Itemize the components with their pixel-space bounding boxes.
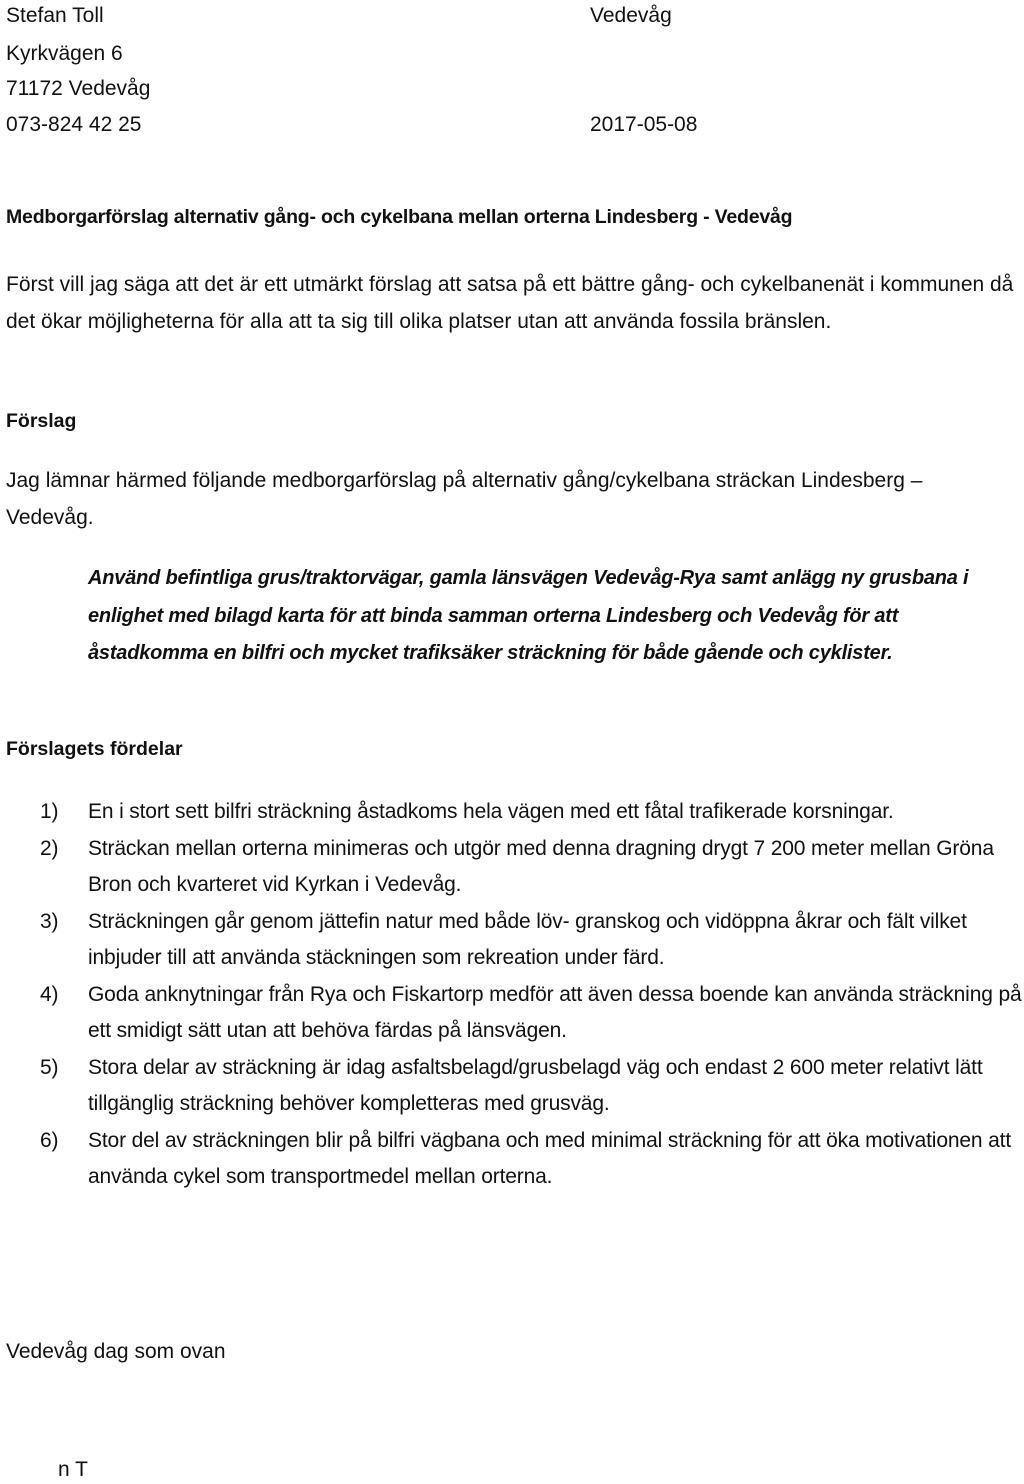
sender-street: Kyrkvägen 6 — [6, 42, 123, 65]
proposal-heading: Förslag — [6, 410, 77, 432]
letter-place: Vedevåg — [590, 4, 672, 27]
list-item-number: 6) — [40, 1128, 59, 1152]
list-item — [0, 794, 1024, 831]
list-item — [0, 1050, 1024, 1123]
list-item-text: Sträckningen går genom jättefin natur med både löv- granskog och vidöppna åkrar och fält vilket inbjuder till att använda stäckningen som rekreation under färd. — [88, 909, 967, 969]
list-item-number: 1) — [40, 800, 59, 823]
list-item-text: Stora delar av sträckning är idag asfaltsbelagd/grusbelagd väg och endast 2 600 meter relativt lätt tillgänglig sträckning behöver kompletteras med grusväg. — [88, 1055, 983, 1115]
letter-date: 2017-05-08 — [590, 113, 698, 136]
list-item-text: En i stort sett bilfri sträckning åstadkoms hela vägen med ett fåtal trafikerade korsningar. — [88, 800, 894, 823]
list-item-text: Sträckan mellan orterna minimeras och utgör med denna dragning drygt 7 200 meter mellan Gröna Bron och kvarteret vid Kyrkan i Vedevåg. — [88, 836, 994, 896]
list-item-number: 5) — [40, 1055, 59, 1079]
list-item-text: Stor del av sträckningen blir på bilfri vägbana och med minimal sträckning för att öka motivationen att använda cykel som transportmedel mellan orterna. — [88, 1128, 1012, 1188]
list-item — [0, 977, 1024, 1050]
benefits-heading: Förslagets fördelar — [6, 738, 183, 760]
closing-line: Vedevåg dag som ovan — [6, 1340, 226, 1363]
list-item — [0, 904, 1024, 977]
proposal-quote: Använd befintliga grus/traktorvägar, gamla länsvägen Vedevåg-Rya samt anlägg ny grusbana i enlighet med bilagd karta för att binda samman orterna Lindesberg och Vedevåg för att åstadkomma en bilfri och mycket trafiksäker sträckning för både gående och cyklister. — [88, 567, 969, 664]
list-item-number: 3) — [40, 909, 59, 933]
benefits-list — [0, 794, 1024, 1196]
sender-phone: 073-824 42 25 — [6, 113, 142, 136]
list-item-number: 4) — [40, 982, 59, 1006]
sender-name: Stefan Toll — [6, 4, 104, 27]
sender-postal-city: 71172 Vedevåg — [6, 77, 151, 100]
document-title: Medborgarförslag alternativ gång- och cykelbana mellan orterna Lindesberg - Vedevåg — [6, 206, 793, 228]
list-item — [0, 1123, 1024, 1196]
signature-fragment: n T — [58, 1458, 88, 1481]
list-item-number: 2) — [40, 836, 59, 860]
list-item-text: Goda anknytningar från Rya och Fiskartorp medför att även dessa boende kan använda sträckning på ett smidigt sätt utan att behöva färdas på länsvägen. — [88, 982, 1022, 1042]
intro-paragraph: Först vill jag säga att det är ett utmärkt förslag att satsa på ett bättre gång- och cykelbanenät i kommunen då det ökar möjligheterna för alla att ta sig till olika platser utan att använda fossila bränslen. — [6, 273, 1014, 333]
proposal-paragraph: Jag lämnar härmed följande medborgarförslag på alternativ gång/cykelbana sträckan Lindesberg – Vedevåg. — [6, 469, 923, 529]
list-item — [0, 831, 1024, 904]
